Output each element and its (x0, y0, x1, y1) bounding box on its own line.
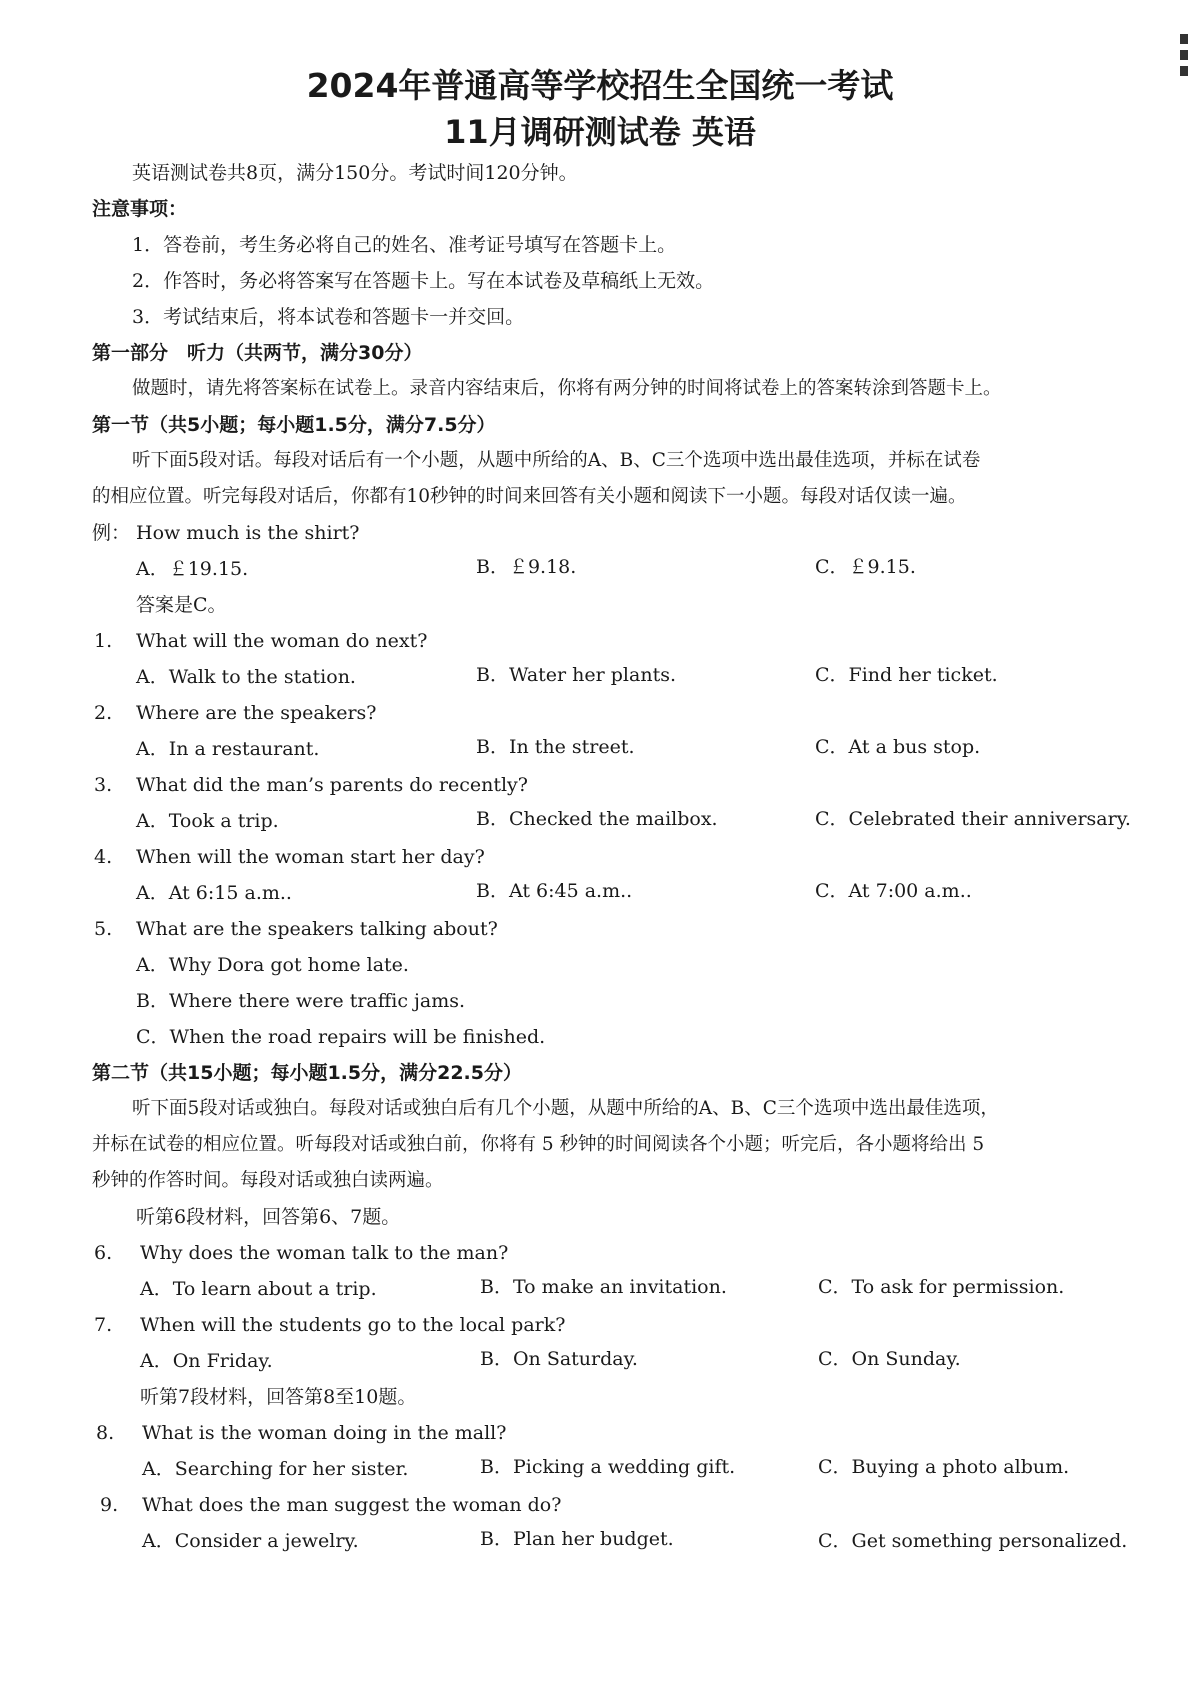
option-c: C．At 7:00 a.m.. (815, 880, 972, 902)
option-c: C．On Sunday. (818, 1348, 961, 1370)
part1-instruction: 做题时，请先将答案标在试卷上。录音内容结束后，你将有两分钟的时间将试卷上的答案转涂到答题卡上。 (132, 378, 1002, 399)
option-a: A．Searching for her sister. (142, 1458, 409, 1480)
option-a: A．To learn about a trip. (140, 1278, 377, 1300)
question-text: When will the woman start her day? (136, 846, 485, 868)
question-text: Where are the speakers? (136, 702, 377, 724)
notice-item-3: 3．考试结束后，将本试卷和答题卡一并交回。 (132, 306, 525, 328)
question-number: 1. (94, 630, 113, 652)
question-number: 8. (96, 1422, 115, 1444)
option-c: C．When the road repairs will be finished. (136, 1026, 546, 1048)
example-option-b: B．￡9.18. (476, 556, 577, 578)
material-6-note: 听第6段材料，回答第6、7题。 (136, 1206, 401, 1228)
option-b: B．Where there were traffic jams. (136, 990, 466, 1012)
option-a: A．In a restaurant. (136, 738, 320, 760)
part1-heading: 第一部分 听力（共两节，满分30分） (92, 342, 423, 364)
example-question: How much is the shirt? (136, 522, 360, 544)
notice-heading: 注意事项： (92, 198, 188, 220)
option-a: A．Took a trip. (136, 810, 279, 832)
question-text: Why does the woman talk to the man? (140, 1242, 509, 1264)
section2-heading: 第二节（共15小题；每小题1.5分，满分22.5分） (92, 1062, 522, 1084)
option-b: B．Picking a wedding gift. (480, 1456, 736, 1478)
material-7-note: 听第7段材料，回答第8至10题。 (140, 1386, 417, 1408)
question-text: When will the students go to the local park? (140, 1314, 566, 1336)
option-b: B．Water her plants. (476, 664, 677, 686)
question-number: 5. (94, 918, 113, 940)
option-b: B．To make an invitation. (480, 1276, 727, 1298)
exam-title: 2024年普通高等学校招生全国统一考试 (306, 66, 894, 105)
question-number: 3. (94, 774, 113, 796)
exam-intro: 英语测试卷共8页，满分150分。考试时间120分钟。 (132, 162, 578, 184)
question-number: 4. (94, 846, 113, 868)
option-a: A．Why Dora got home late. (136, 954, 409, 976)
question-text: What does the man suggest the woman do? (142, 1494, 562, 1516)
question-number: 9. (100, 1494, 119, 1516)
option-c: C．To ask for permission. (818, 1276, 1065, 1298)
question-text: What will the woman do next? (136, 630, 428, 652)
option-c: C．At a bus stop. (815, 736, 981, 758)
section1-instruction-2: 的相应位置。听完每段对话后，你都有10秒钟的时间来回答有关小题和阅读下一小题。每段对话仅读一遍。 (92, 486, 967, 507)
option-c: C．Buying a photo album. (818, 1456, 1070, 1478)
option-b: B．On Saturday. (480, 1348, 638, 1370)
section2-instruction-2: 并标在试卷的相应位置。听每段对话或独白前，你将有 5 秒钟的时间阅读各个小题；听完后，各小题将给出 5 (92, 1134, 985, 1155)
option-b: B．Plan her budget. (480, 1528, 674, 1550)
section2-instruction-1: 听下面5段对话或独白。每段对话或独白后有几个小题，从题中所给的A、B、C三个选项中选出最佳选项， (132, 1098, 999, 1119)
section2-instruction-3: 秒钟的作答时间。每段对话或独白读两遍。 (92, 1170, 444, 1191)
option-a: A．At 6:15 a.m.. (136, 882, 292, 904)
question-text: What did the man’s parents do recently? (136, 774, 528, 796)
option-b: B．In the street. (476, 736, 635, 758)
example-answer: 答案是C。 (136, 594, 227, 616)
option-a: A．On Friday. (140, 1350, 273, 1372)
example-option-a: A．￡19.15. (136, 558, 249, 580)
example-label: 例： (92, 522, 131, 544)
question-number: 7. (94, 1314, 113, 1336)
option-c: C．Get something personalized. (818, 1530, 1128, 1552)
notice-item-1: 1．答卷前，考生务必将自己的姓名、准考证号填写在答题卡上。 (132, 234, 677, 256)
question-number: 2. (94, 702, 113, 724)
example-option-c: C．￡9.15. (815, 556, 916, 578)
option-c: C．Find her ticket. (815, 664, 998, 686)
section1-instruction-1: 听下面5段对话。每段对话后有一个小题，从题中所给的A、B、C三个选项中选出最佳选项，并标在试卷 (132, 450, 981, 471)
option-c: C．Celebrated their anniversary. (815, 808, 1131, 830)
option-a: A．Consider a jewelry. (142, 1530, 359, 1552)
notice-item-2: 2．作答时，务必将答案写在答题卡上。写在本试卷及草稿纸上无效。 (132, 270, 715, 292)
option-a: A．Walk to the station. (136, 666, 356, 688)
option-b: B．At 6:45 a.m.. (476, 880, 633, 902)
exam-subtitle: 11月调研测试卷 英语 (444, 113, 756, 151)
question-text: What are the speakers talking about? (136, 918, 498, 940)
option-b: B．Checked the mailbox. (476, 808, 718, 830)
question-number: 6. (94, 1242, 113, 1264)
section1-heading: 第一节（共5小题；每小题1.5分，满分7.5分） (92, 414, 496, 436)
question-text: What is the woman doing in the mall? (142, 1422, 507, 1444)
